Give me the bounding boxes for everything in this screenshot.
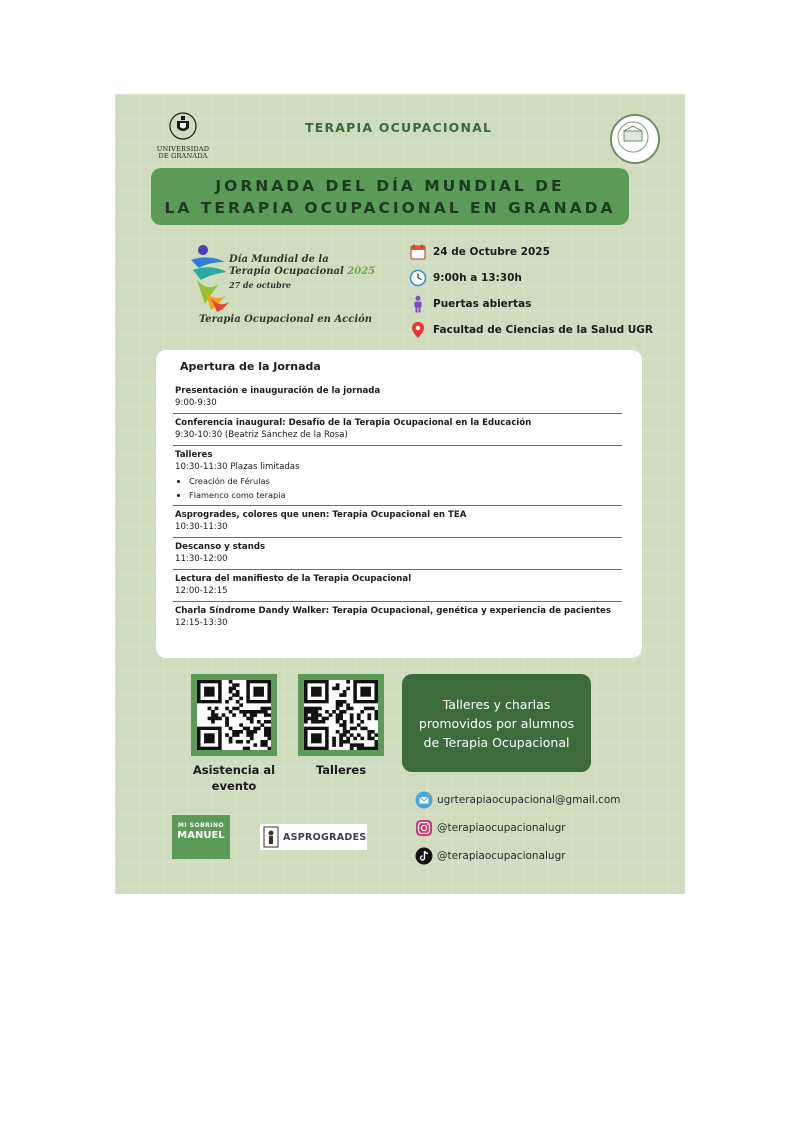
workshops-qr-code[interactable] <box>298 674 384 756</box>
schedule-card <box>156 350 642 658</box>
schedule-item-title: Conferencia inaugural: Desafío de la Terapia Ocupacional en la Educación <box>175 418 532 428</box>
main-banner <box>151 168 629 225</box>
event-place: Facultad de Ciencias de la Salud UGR <box>433 324 653 336</box>
world-day-line2-prefix: Terapia Ocupacional <box>229 266 344 277</box>
event-info <box>409 239 679 343</box>
event-place-row <box>409 317 679 343</box>
mm-logo-line1: MI SOBRINO <box>177 822 225 829</box>
world-day-year: 2025 <box>347 266 376 277</box>
tiktok-icon <box>415 847 433 865</box>
workshops-qr-label: Talleres <box>315 763 367 777</box>
contact-email[interactable] <box>415 786 620 814</box>
event-access-row <box>409 291 679 317</box>
university-name-line1: UNIVERSIDAD <box>156 145 210 153</box>
event-time-row <box>409 265 679 291</box>
swirl-figure-icon <box>189 242 233 312</box>
event-access: Puertas abiertas <box>433 298 532 310</box>
email-icon <box>415 791 433 809</box>
asprogrades-mark-icon <box>263 826 279 848</box>
schedule-item-time: 9:00-9:30 <box>175 398 217 408</box>
schedule-item-title: Talleres <box>175 450 213 460</box>
workshop-item: • Flamenco como terapia <box>189 488 622 502</box>
contact-list <box>415 786 620 870</box>
schedule-item <box>173 602 622 633</box>
promo-text: Talleres y charlas promovidos por alumnos de Terapia Ocupacional <box>418 696 575 750</box>
mm-logo-line2: MANUEL <box>177 830 225 841</box>
attendance-qr-block <box>189 674 279 794</box>
schedule-item-title: Charla Síndrome Dandy Walker: Terapia Ocupacional, genética y experiencia de pacientes <box>175 606 611 616</box>
schedule-item-time: 11:30-12:00 <box>175 554 228 564</box>
university-logo <box>153 112 213 160</box>
event-poster <box>115 94 685 894</box>
promo-box <box>402 674 591 772</box>
schedule-item <box>173 446 622 506</box>
asprogrades-logo <box>260 824 367 850</box>
schedule-item-time: 12:15-13:30 <box>175 618 228 628</box>
seal-icon <box>612 116 658 162</box>
attendance-qr-label: Asistencia al evento <box>192 763 276 793</box>
program-title: TERAPIA OCUPACIONAL <box>305 120 493 135</box>
schedule-item-time: 10:30-11:30 Plazas limitadas <box>175 462 300 472</box>
asprogrades-name: ASPROGRADES <box>283 831 367 843</box>
faculty-seal <box>610 114 660 164</box>
schedule-item <box>173 538 622 570</box>
workshops-qr-block <box>296 674 386 778</box>
world-day-tagline: Terapia Ocupacional en Acción <box>199 314 373 325</box>
schedule-item <box>173 570 622 602</box>
world-day-logo <box>189 242 389 312</box>
qr-code-icon <box>197 680 271 750</box>
clock-icon <box>409 269 427 287</box>
schedule-item-title: Asprogrades, colores que unen: Terapia Ocupacional en TEA <box>175 510 467 520</box>
schedule-item-title: Descanso y stands <box>175 542 266 552</box>
contact-email-text: ugrterapiaocupacional@gmail.com <box>437 794 621 806</box>
banner-line1: JORNADA DEL DÍA MUNDIAL DE <box>215 176 565 195</box>
attendance-qr-code[interactable] <box>191 674 277 756</box>
calendar-icon <box>409 243 427 261</box>
event-date: 24 de Octubre 2025 <box>433 246 550 258</box>
contact-instagram[interactable] <box>415 814 620 842</box>
world-day-date: 27 de octubre <box>229 280 292 290</box>
schedule-item-title: Presentación e inauguración de la jornada <box>175 386 381 396</box>
event-date-row <box>409 239 679 265</box>
event-time: 9:00h a 13:30h <box>433 272 522 284</box>
university-crest-icon <box>169 112 197 140</box>
schedule-list <box>173 382 622 633</box>
schedule-item <box>173 382 622 414</box>
university-name-line2: DE GRANADA <box>158 152 208 160</box>
contact-instagram-text: @terapiaocupacionalugr <box>437 822 566 834</box>
person-icon <box>409 295 427 313</box>
workshop-list <box>175 474 622 502</box>
mi-sobrino-manuel-logo <box>172 815 230 859</box>
instagram-icon <box>415 819 433 837</box>
location-pin-icon <box>409 321 427 339</box>
contact-tiktok-text: @terapiaocupacionalugr <box>437 850 566 862</box>
schedule-item-time: 9:30-10:30 (Beatriz Sánchez de la Rosa) <box>175 430 348 440</box>
schedule-item-title: Lectura del manifiesto de la Terapia Ocupacional <box>175 574 412 584</box>
world-day-line1: Día Mundial de la <box>229 254 329 265</box>
world-day-line2 <box>229 266 375 278</box>
qr-code-icon <box>304 680 378 750</box>
schedule-item <box>173 414 622 446</box>
workshop-item: • Creación de Férulas <box>189 474 622 488</box>
schedule-item <box>173 506 622 538</box>
schedule-item-time: 12:00-12:15 <box>175 586 228 596</box>
schedule-title: Apertura de la Jornada <box>180 360 321 373</box>
world-day-text <box>229 254 375 290</box>
banner-line2: LA TERAPIA OCUPACIONAL EN GRANADA <box>164 198 616 217</box>
contact-tiktok[interactable] <box>415 842 620 870</box>
schedule-item-time: 10:30-11:30 <box>175 522 228 532</box>
